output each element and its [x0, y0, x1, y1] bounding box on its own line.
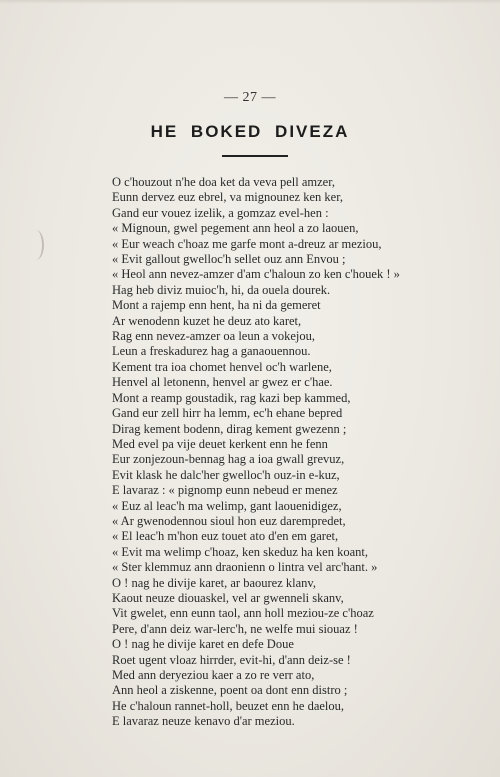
- title-rule: [222, 155, 288, 157]
- poem-line: « El leac'h m'hon euz touet ato d'en em garet,: [112, 529, 339, 544]
- poem-line: Gand eur vouez izelik, a gomzaz evel-hen :: [112, 205, 329, 220]
- poem-line: Ar wenodenn kuzet he deuz ato karet,: [112, 313, 302, 328]
- poem-line: « Evit gallout gwelloc'h sellet ouz ann Envou ;: [112, 252, 346, 267]
- poem-line: « Evit ma welimp c'hoaz, ken skeduz ha ken koant,: [112, 544, 368, 559]
- poem-line: Hag heb diviz muioc'h, hi, da ouela dourek.: [112, 282, 331, 297]
- poem-line: Kement tra ioa chomet henvel oc'h warlene,: [112, 359, 332, 374]
- poem-line: Gand eur zell hirr ha lemm, ec'h ehane bepred: [112, 406, 343, 421]
- poem-line: Mont a reamp goustadik, rag kazi bep kammed,: [112, 390, 351, 405]
- poem-line: He c'haloun rannet-holl, beuzet enn he daelou,: [112, 698, 345, 713]
- poem-line: Roet ugent vloaz hirrder, evit-hi, d'ann deiz-se !: [112, 652, 351, 667]
- poem-line: « Mignoun, gwel pegement ann heol a zo laouen,: [112, 221, 359, 236]
- poem-line: Rag enn nevez-amzer oa leun a vokejou,: [112, 329, 316, 344]
- poem-line: Eunn dervez euz ebrel, va mignounez ken ker,: [112, 190, 343, 205]
- page-edge: [0, 0, 500, 4]
- poem-line: « Euz al leac'h ma welimp, gant laouenidigez,: [112, 498, 342, 513]
- poem-line: « Ar gwenodennou sioul hon euz darempredet,: [112, 513, 346, 528]
- poem-line: Vit gwelet, enn eunn taol, ann holl meziou-ze c'hoaz: [112, 606, 374, 621]
- poem-line: O ! nag he divije karet en defe Doue: [112, 637, 294, 652]
- poem-line: « Eur weach c'hoaz me garfe mont a-dreuz ar meziou,: [112, 236, 382, 251]
- poem-line: O c'houzout n'he doa ket da veva pell amzer,: [112, 175, 336, 189]
- poem-line: Evit klask he dalc'her gwelloc'h ouz-in e-kuz,: [112, 467, 340, 482]
- poem-line: Med evel pa vije deuet kerkent enn he fenn: [112, 436, 328, 451]
- poem-line: « Heol ann nevez-amzer d'am c'haloun zo ken c'houek ! »: [112, 267, 400, 282]
- poem-line: O ! nag he divije karet, ar baourez klanv,: [112, 575, 316, 590]
- poem-line: E lavaraz : « pignomp eunn nebeud er menez: [112, 483, 338, 498]
- poem-body: [112, 175, 462, 730]
- poem-line: Henvel al letonenn, henvel ar gwez er c'hae.: [112, 375, 333, 390]
- poem-line: Kaout neuze diouaskel, vel ar gwenneli skanv,: [112, 590, 344, 605]
- poem-line: Ann heol a ziskenne, poent oa dont enn distro ;: [112, 683, 348, 698]
- poem-line: E lavaraz neuze kenavo d'ar meziou.: [112, 714, 295, 729]
- poem-line: Eur zonjezoun-bennag hag a ioa gwall grevuz,: [112, 452, 345, 467]
- poem-line: « Ster klemmuz ann draonienn o lintra vel arc'hant. »: [112, 560, 378, 575]
- poem-line: Mont a rajemp enn hent, ha ni da gemeret: [112, 298, 321, 313]
- page-number: — 27 —: [224, 90, 276, 105]
- poem-title: HE BOKED DIVEZA: [150, 122, 350, 141]
- poem-line: Med ann deryeziou kaer a zo re verr ato,: [112, 668, 315, 682]
- margin-mark: [28, 230, 44, 260]
- poem-line: Leun a freskadurez hag a ganaouennou.: [112, 344, 311, 359]
- poem-line: Pere, d'ann deiz war-lerc'h, ne welfe mui siouaz !: [112, 621, 358, 636]
- poem-line: Dirag kement bodenn, dirag kement gwezenn ;: [112, 421, 347, 436]
